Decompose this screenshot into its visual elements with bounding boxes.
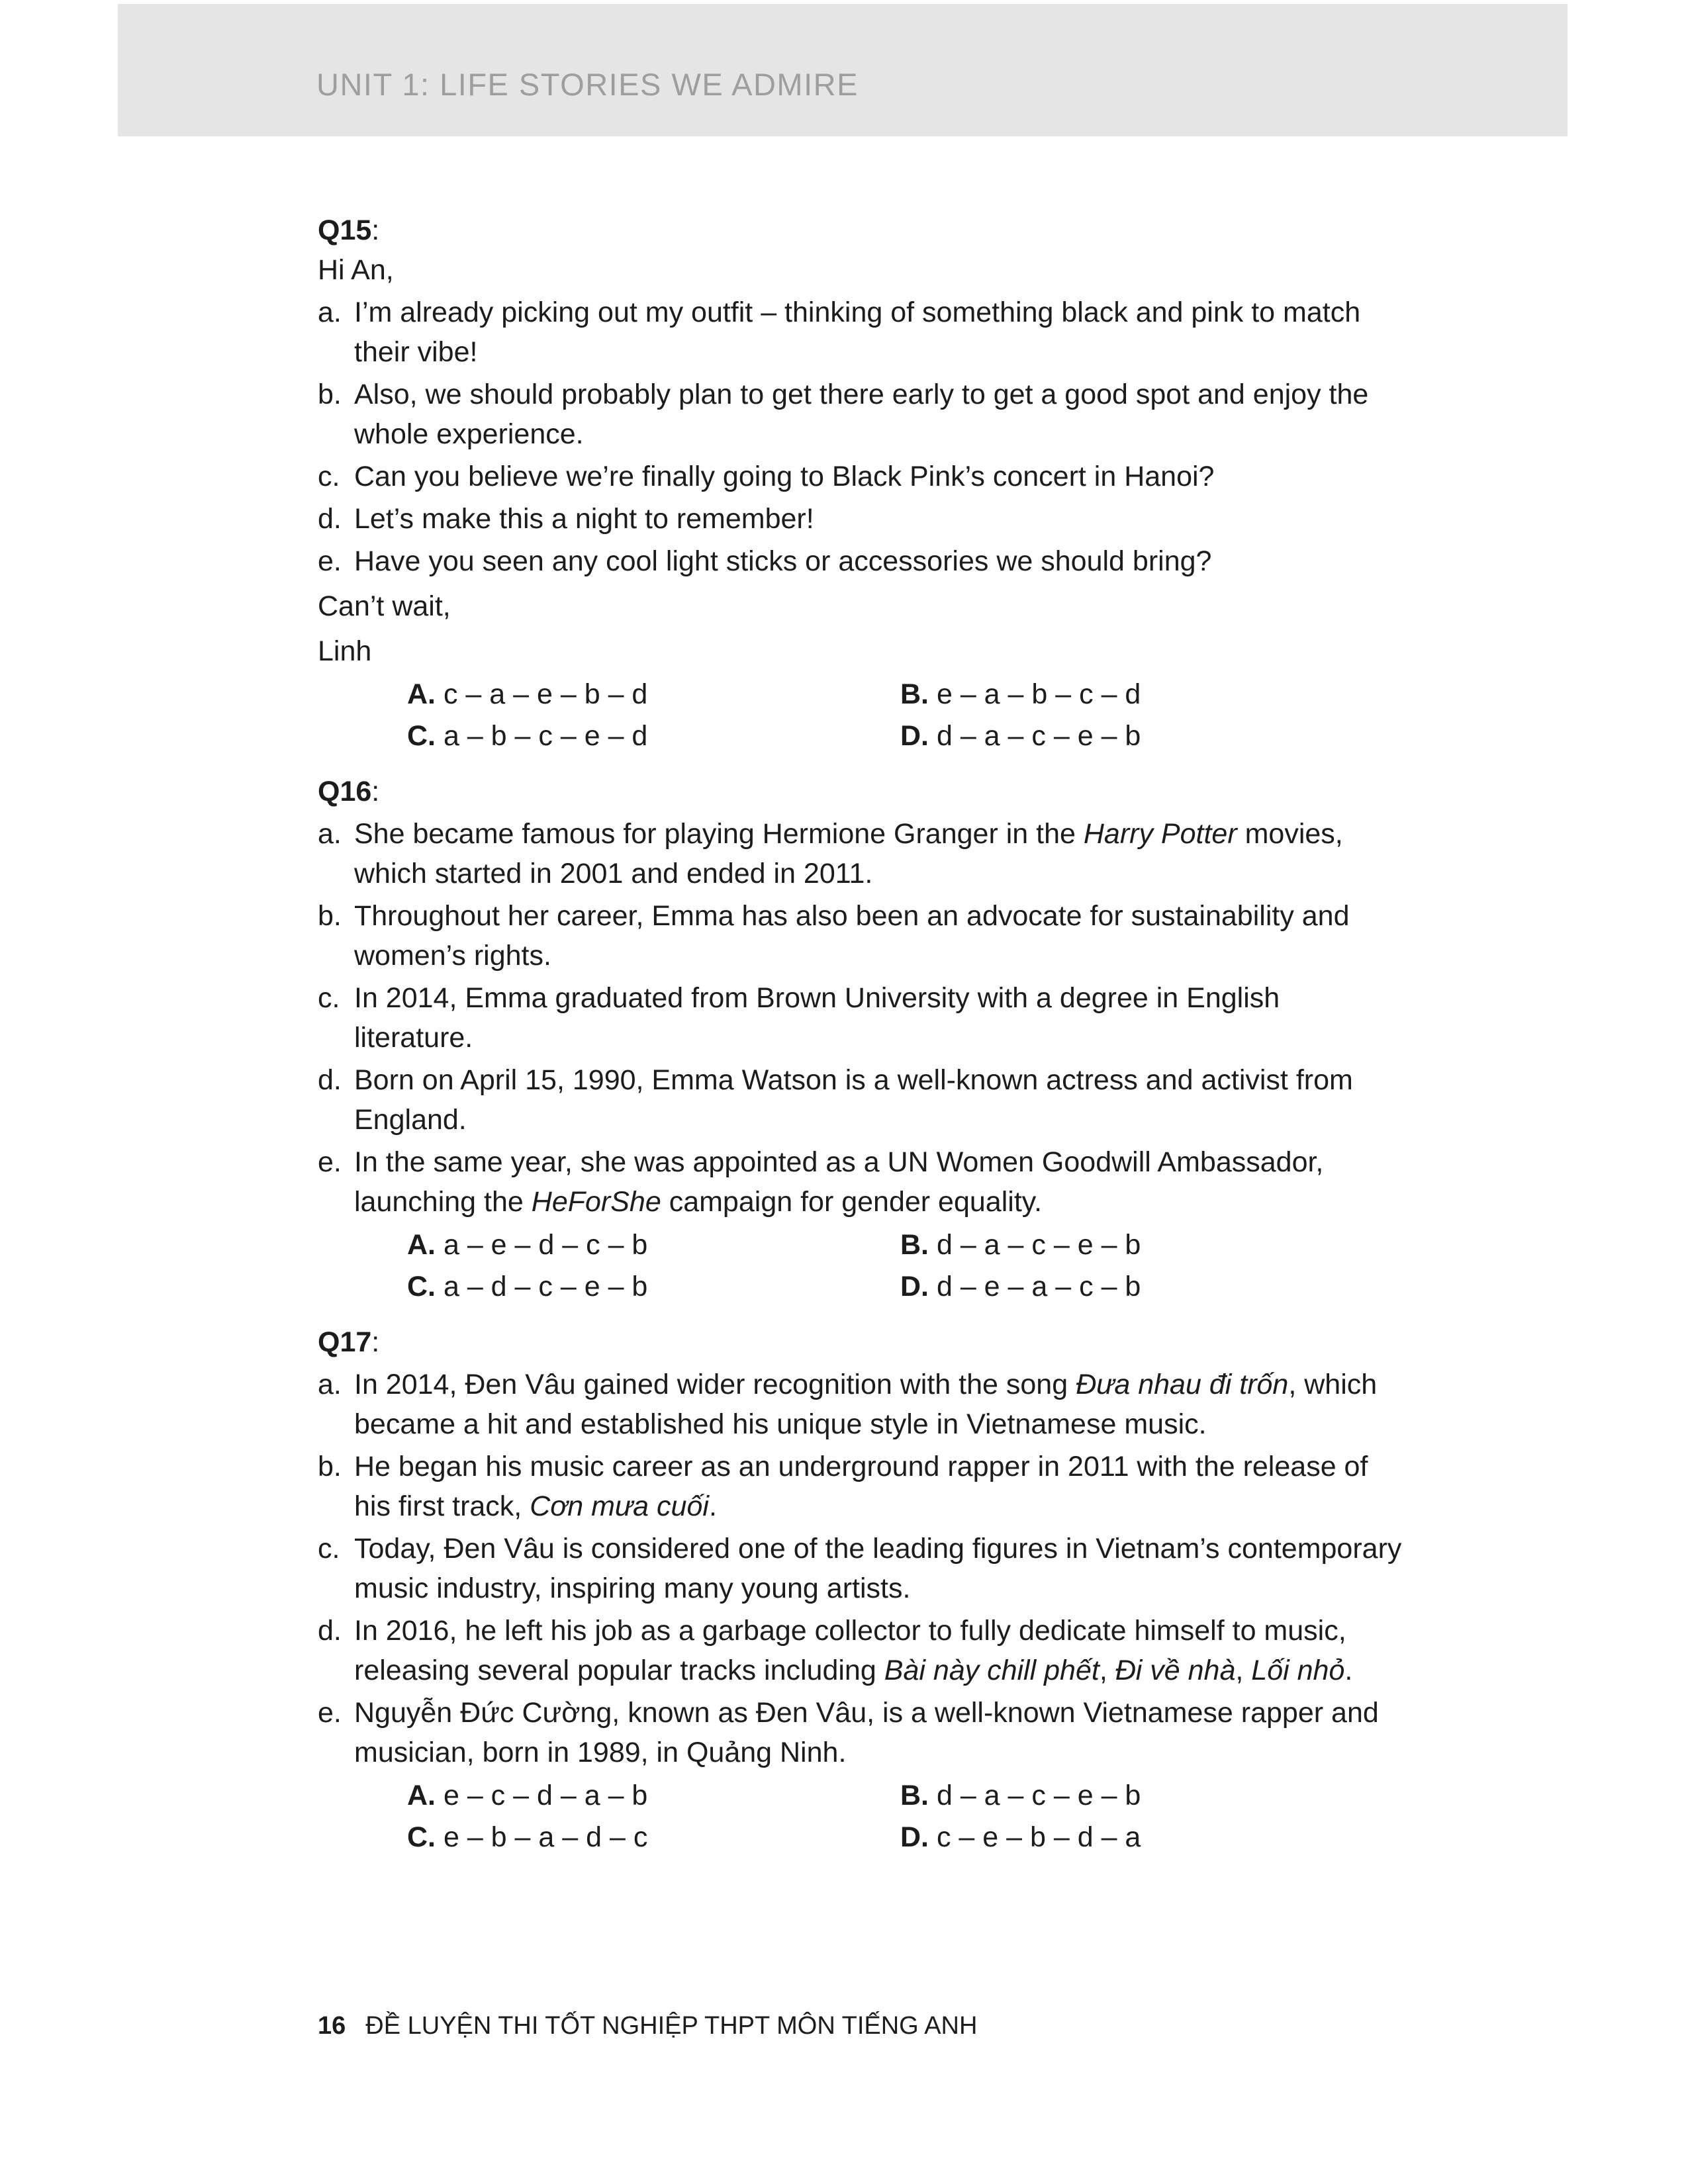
page-content [318,210,1403,1858]
question-label-q17: Q17: [318,1326,380,1358]
q17-option-d[interactable]: D. c – e – b – d – a [900,1821,1141,1853]
question-label-q16: Q16: [318,776,380,807]
page-number: 16 [318,2012,346,2040]
q15-item-d: d. Let’s make this a night to remember! [318,503,814,535]
q17-option-b[interactable]: B. d – a – c – e – b [900,1780,1141,1811]
q15-item-c: c. Can you believe we’re finally going to Black Pink’s concert in Hanoi? [318,461,1215,492]
q15-option-d[interactable]: D. d – a – c – e – b [900,720,1141,752]
q15-item-e: e. Have you seen any cool light sticks or accessories we should bring? [318,545,1212,577]
q17-options [407,1775,1403,1858]
q15-item-a: a. I’m already picking out my outfit – thinking of something black and pink to match their vibe! [318,296,1361,368]
q16-item-d: d. Born on April 15, 1990, Emma Watson is a well-known actress and activist from England. [318,1064,1353,1136]
q16-item-a: a. She became famous for playing Hermione Granger in the Harry Potter movies, which started in 2001 and ended in 2011. [318,818,1343,889]
q17-item-c: c. Today, Đen Vâu is considered one of the leading figures in Vietnam’s contemporary music industry, inspiring many young artists. [318,1533,1402,1604]
q15-item-b: b. Also, we should probably plan to get there early to get a good spot and enjoy the whole experience. [318,379,1369,450]
q17-option-c[interactable]: C. e – b – a – d – c [407,1821,648,1853]
q16-options [407,1224,1403,1308]
q16-item-e: e. In the same year, she was appointed as a UN Women Goodwill Ambassador, launching the HeForShe campaign for gender equality. [318,1146,1324,1218]
q16-option-c[interactable]: C. a – d – c – e – b [407,1271,648,1302]
q15-option-b[interactable]: B. e – a – b – c – d [900,678,1141,710]
letter-greeting: Hi An, [318,254,394,286]
q17-item-b: b. He began his music career as an underground rapper in 2011 with the release of his first track, Cơn mưa cuối. [318,1451,1368,1522]
question-label-q15: Q15: [318,214,380,246]
q16-option-a[interactable]: A. a – e – d – c – b [407,1229,648,1261]
q16-option-b[interactable]: B. d – a – c – e – b [900,1229,1141,1261]
q15-option-a[interactable]: A. c – a – e – b – d [407,678,648,710]
page-footer [318,2012,977,2040]
letter-signature: Linh [318,635,372,667]
q16-item-c: c. In 2014, Emma graduated from Brown University with a degree in English literature. [318,982,1280,1054]
book-title: ĐỀ LUYỆN THI TỐT NGHIỆP THPT MÔN TIẾNG ANH [365,2012,978,2040]
q17-item-e: e. Nguyễn Đức Cường, known as Đen Vâu, is a well-known Vietnamese rapper and musician, born in 1989, in Quảng Ninh. [318,1697,1379,1768]
q15-options [407,674,1403,757]
q17-option-a[interactable]: A. e – c – d – a – b [407,1780,648,1811]
q16-item-b: b. Throughout her career, Emma has also been an advocate for sustainability and women’s rights. [318,900,1350,972]
unit-title: UNIT 1: LIFE STORIES WE ADMIRE [316,67,859,102]
q17-item-a: a. In 2014, Đen Vâu gained wider recognition with the song Đưa nhau đi trốn, which became a hit and established his unique style in Vietnamese music. [318,1369,1378,1440]
q15-option-c[interactable]: C. a – b – c – e – d [407,720,648,752]
letter-closing: Can’t wait, [318,590,451,622]
q16-option-d[interactable]: D. d – e – a – c – b [900,1271,1141,1302]
q17-item-d: d. In 2016, he left his job as a garbage collector to fully dedicate himself to music, releasing several popular tracks including Bài này chill phết, Đi về nhà, Lối nhỏ. [318,1615,1353,1686]
